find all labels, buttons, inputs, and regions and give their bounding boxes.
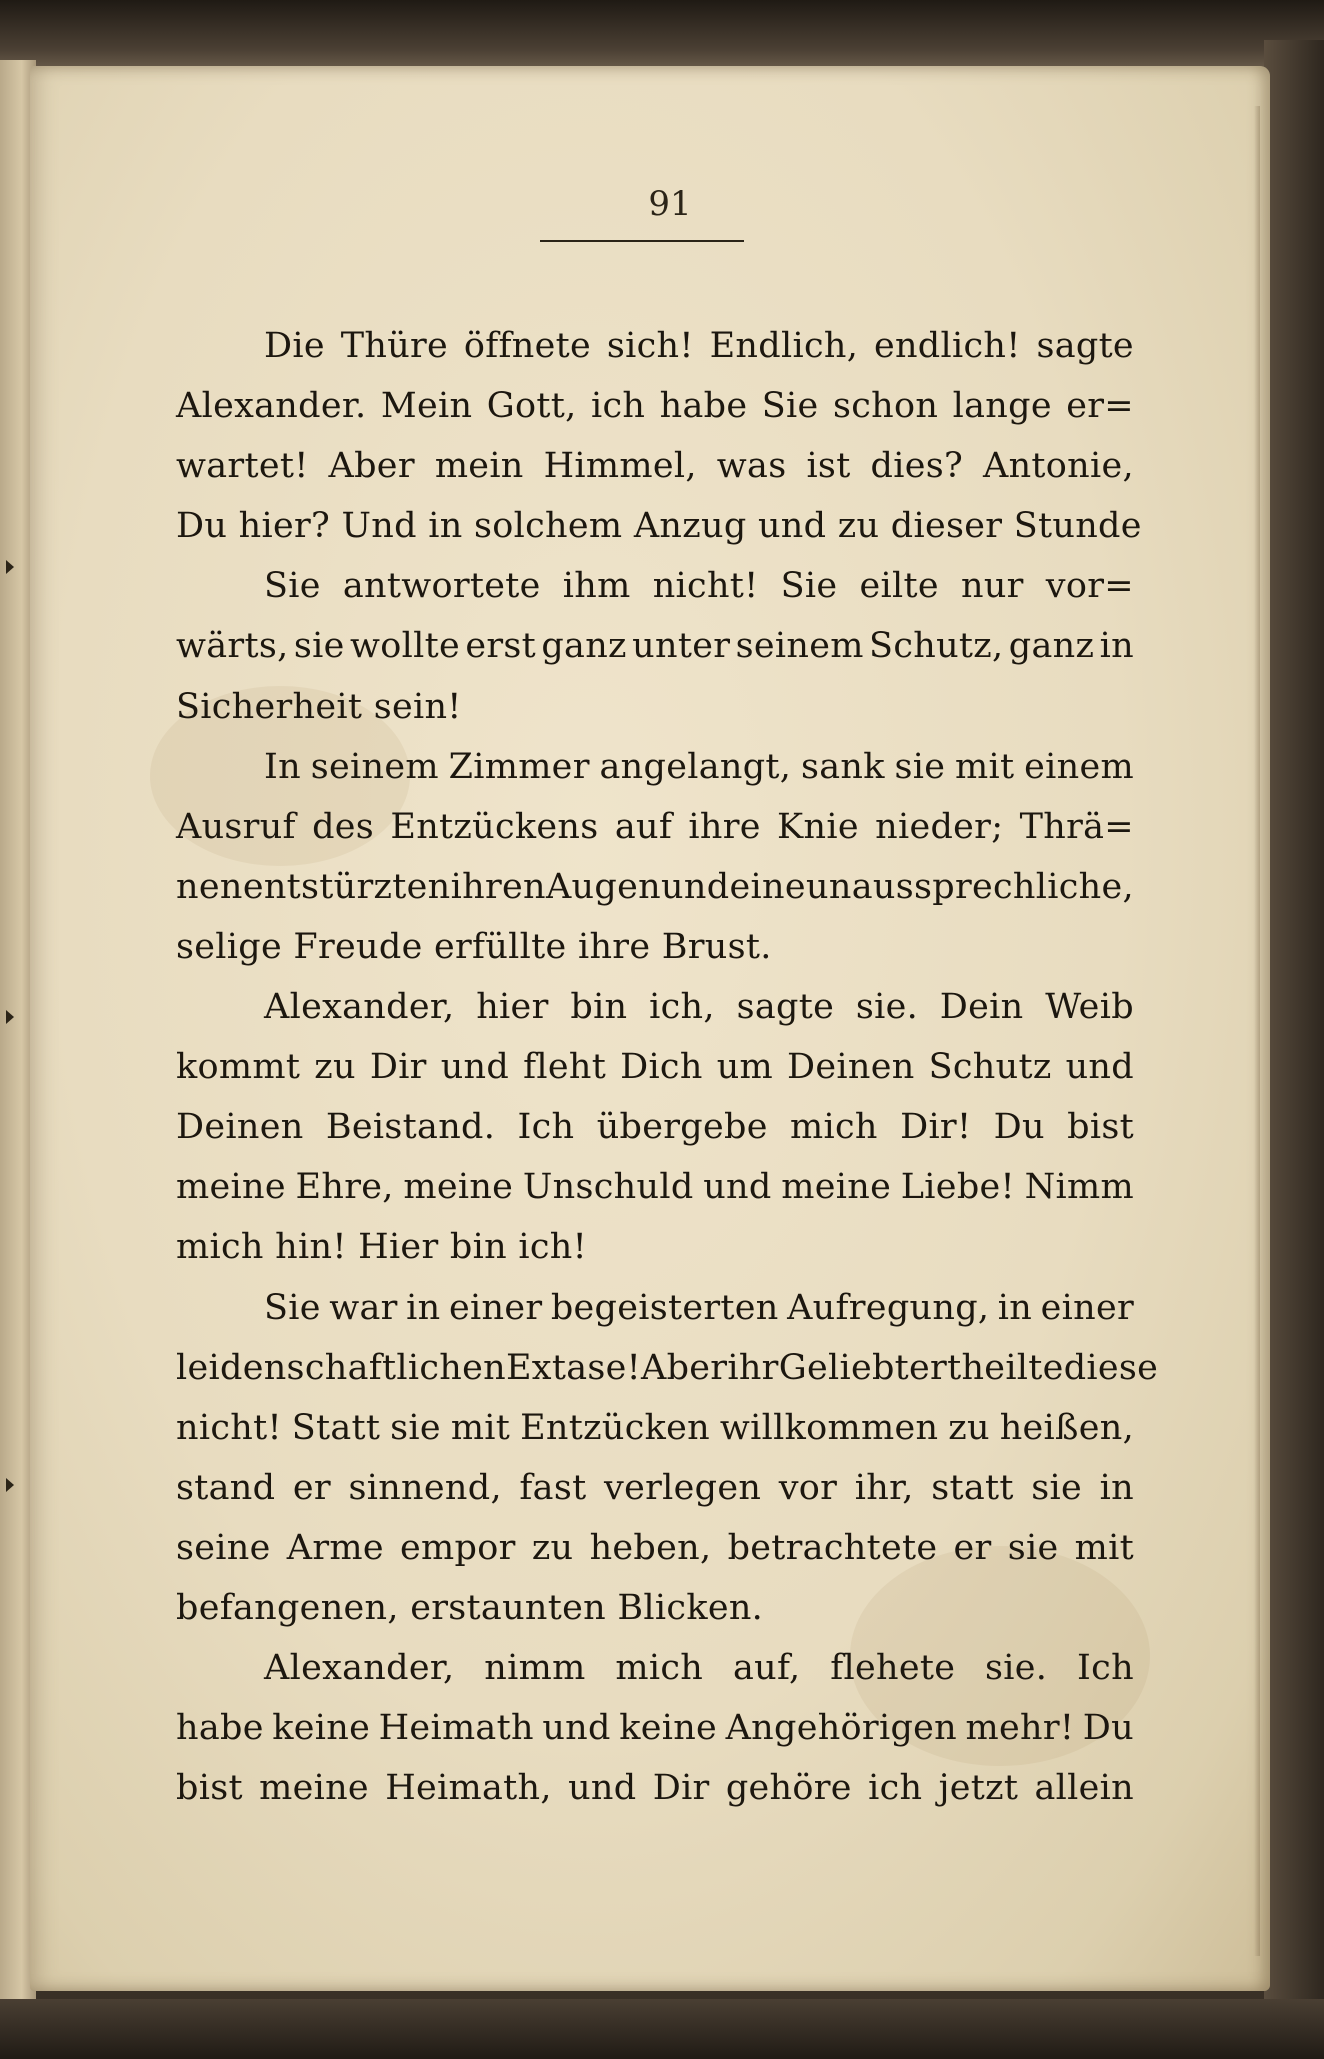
- paragraph: [176, 316, 1142, 556]
- text-line: wärts, sie wollte erst ganz unter seinem Schutz, ganz in: [176, 626, 1134, 667]
- text-line: wartet! Aber mein Himmel, was ist dies? Antonie,: [176, 446, 1134, 487]
- text-line: In seinem Zimmer angelangt, sank sie mit einem: [264, 746, 1134, 787]
- paragraph: [176, 977, 1134, 1277]
- book-cover-top-edge: [0, 0, 1324, 70]
- book-page: [30, 66, 1270, 1991]
- text-line: leidenschaftlichen Extase! Aber ihr Geliebter theilte diese: [176, 1347, 1159, 1388]
- text-line: seine Arme empor zu heben, betrachtete er sie mit: [176, 1527, 1134, 1568]
- text-line: Du hier? Und in solchem Anzug und zu dieser Stunde: [176, 506, 1142, 547]
- text-line: Deinen Beistand. Ich übergebe mich Dir! Du bist: [176, 1107, 1134, 1148]
- page-shadow: [1254, 106, 1260, 1956]
- text-line: meine Ehre, meine Unschuld und meine Liebe! Nimm: [176, 1167, 1134, 1208]
- text-line: Sie war in einer begeisterten Aufregung, in einer: [264, 1287, 1134, 1328]
- page-number-rule: [540, 240, 744, 242]
- paragraph: [176, 1278, 1159, 1639]
- text-line: befangenen, erstaunten Blicken.: [176, 1587, 764, 1628]
- text-line: selige Freude erfüllte ihre Brust.: [176, 926, 772, 967]
- text-line: nen entstürzten ihren Augen und eine unaussprechliche,: [176, 866, 1134, 907]
- page-number: 91: [648, 184, 692, 224]
- book-cover-right-edge: [1264, 40, 1324, 2059]
- paragraph: [176, 1638, 1134, 1818]
- text-line: mich hin! Hier bin ich!: [176, 1227, 587, 1268]
- text-line: nicht! Statt sie mit Entzücken willkommen zu heißen,: [176, 1407, 1134, 1448]
- text-line: stand er sinnend, fast verlegen vor ihr, statt sie in: [176, 1467, 1134, 1508]
- text-line: Die Thüre öffnete sich! Endlich, endlich! sagte: [264, 326, 1134, 366]
- text-line: Sie antwortete ihm nicht! Sie eilte nur vor=: [264, 566, 1134, 607]
- body-text: [176, 316, 1159, 1818]
- book-cover-bottom-edge: [0, 1999, 1324, 2059]
- text-line: bist meine Heimath, und Dir gehöre ich jetzt allein: [176, 1768, 1134, 1809]
- text-line: habe keine Heimath und keine Angehörigen mehr! Du: [176, 1708, 1134, 1749]
- text-line: Alexander, nimm mich auf, flehete sie. Ich: [264, 1648, 1134, 1689]
- text-line: Sicherheit sein!: [176, 686, 462, 727]
- text-line: Alexander, hier bin ich, sagte sie. Dein Weib: [264, 987, 1134, 1028]
- text-line: Alexander. Mein Gott, ich habe Sie schon lange er=: [176, 386, 1134, 427]
- text-line: Ausruf des Entzückens auf ihre Knie nieder; Thrä=: [176, 806, 1134, 847]
- text-line: kommt zu Dir und fleht Dich um Deinen Schutz und: [176, 1047, 1134, 1088]
- paragraph: [176, 737, 1134, 977]
- paragraph: [176, 556, 1134, 736]
